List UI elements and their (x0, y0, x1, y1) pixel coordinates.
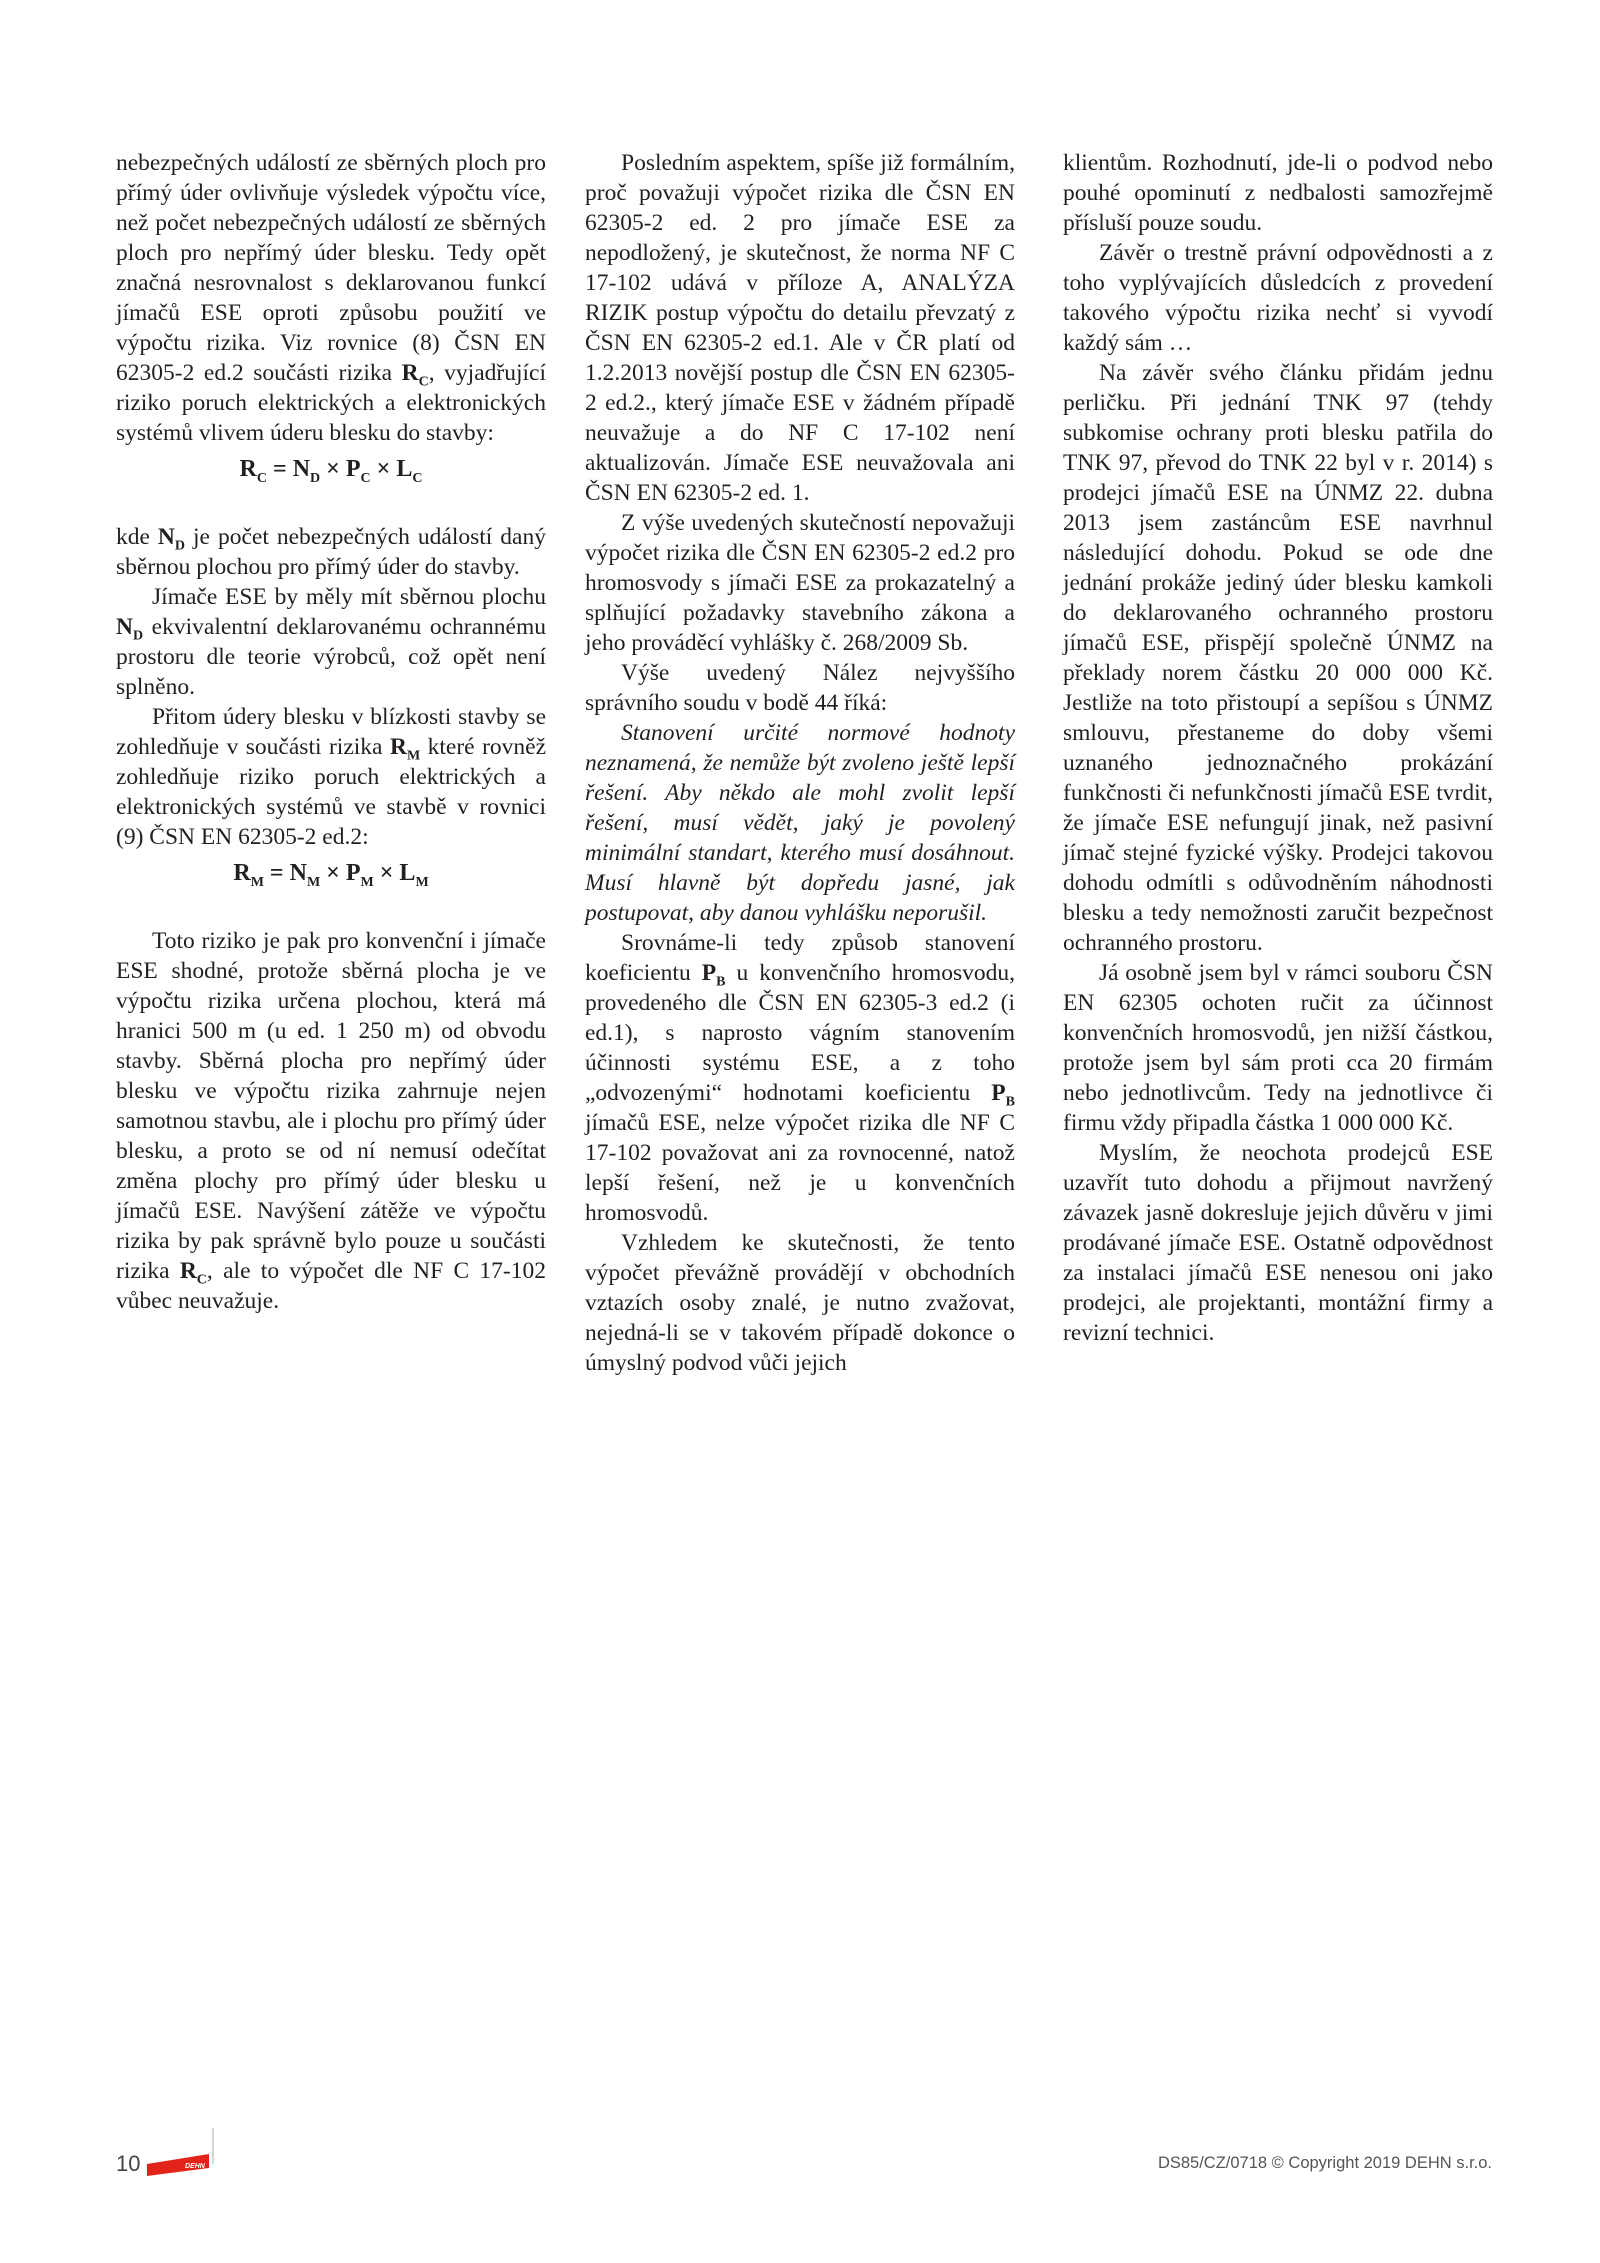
paragraph: nebezpečných událostí ze sběrných ploch pro přímý úder ovlivňuje výsledek výpočtu více, než počet nebezpečných událostí ze sběrných ploch pro nepřímý úder blesku. Tedy opět značná nesrovnalost s deklarovanou funkcí jímačů ESE oproti způsobu použití ve výpočtu rizika. Viz rovnice (8) ČSN EN 62305-2 ed.2 součásti rizika $R_C$, vyjadřující riziko poruch elektrických a elektronických systémů vlivem úderu blesku do stavby: (116, 150, 546, 446)
paragraph: Přitom údery blesku v blízkosti stavby se zohledňuje v součásti rizika $R_M$ které rovněž zohledňuje riziko poruch elektrických a elektronických systémů ve stavbě v rovnici (9) ČSN EN 62305-2 ed.2: (116, 704, 547, 850)
copyright-notice: DS85/CZ/0718 © Copyright 2019 DEHN s.r.o. (1157, 2154, 1492, 2172)
paragraph: Výše uvedený Nález nejvyššího správního soudu v bodě 44 říká: (585, 660, 1015, 716)
text-column-2 (585, 148, 1015, 1378)
paragraph: kde $N_D$ je počet nebezpečných událostí daný sběrnou plochou pro přímý úder do stavby. (116, 524, 546, 580)
page-number: 10 (116, 2151, 141, 2176)
dehn-logo-icon (147, 2150, 209, 2176)
paragraph: Vzhledem ke skutečnosti, že tento výpočet převážně provádějí v obchodních vztazích osoby znalé, je nutno zvažovat, nejedná-li se v takovém případě dokonce o úmyslný podvod vůči jejich (585, 1230, 1015, 1376)
text-column-1 (116, 148, 546, 1316)
paragraph: Toto riziko je pak pro konvenční i jímače ESE shodné, protože sběrná plocha je ve výpočtu rizika určena plochou, která má hranici 500 m (u ed. 1 250 m) od obvodu stavby. Sběrná plocha pro nepřímý úder blesku ve výpočtu rizika zahrnuje nejen samotnou stavbu, ale i plochu pro přímý úder blesku, a proto se od ní nemusí odečítat změna plochy pro přímý úder blesku u jímačů ESE. Navýšení zátěže ve výpočtu rizika by pak správně bylo pouze u součásti rizika $R_C$, ale to výpočet dle NF C 17-102 vůbec neuvažuje. (116, 928, 547, 1314)
paragraph: Já osobně jsem byl v rámci souboru ČSN EN 62305 ochoten ručit za účinnost konvenčních hromosvodů, jen nižší částkou, protože jsem byl sám proti cca 20 firmám nebo jednotlivcům. Tedy na jednotlivce či firmu vždy připadla částka 1 000 000 Kč. (1063, 960, 1493, 1136)
paragraph: Myslím, že neochota prodejců ESE uzavřít tuto dohodu a přijmout navržený závazek jasně dokresluje jejich důvěru v jimi prodávané jímače ESE. Ostatně odpovědnost za instalaci jímačů ESE nenesou oni jako prodejci, ale projektanti, montážní firmy a revizní technici. (1063, 1140, 1493, 1346)
paragraph: Na závěr svého článku přidám jednu perličku. Při jednání TNK 97 (tehdy subkomise ochrany proti blesku patřila do TNK 97, převod do TNK 22 byl v r. 2014) s prodejci jímačů ESE na ÚNMZ 22. dubna 2013 jsem zastáncům ESE navrhnul následující dohodu. Pokud se ode dne jednání prokáže jediný úder blesku kamkoli do deklarovaného ochranného prostoru jímačů ESE, přispějí společně ÚNMZ na překlady norem částku 20 000 000 Kč. Jestliže na toto přistoupí a sepíšou s ÚNMZ smlouvu, přestaneme do doby všemi uznaného jednoznačného prokázání funkčnosti či nefunkčnosti jímačů ESE tvrdit, že jímače ESE nefungují jinak, než pasivní jímač stejné fyzické výšky. Prodejci takovou dohodu odmítli s odůvodněním náhodnosti blesku a tedy nemožnosti zaručit bezpečnost ochranného prostoru. (1063, 360, 1493, 956)
formula-rc: $R_C = N_D \times P_C \times L_C$ (239, 456, 423, 486)
paragraph: Jímače ESE by měly mít sběrnou plochu $N_D$ ekvivalentní deklarovanému ochrannému prostoru dle teorie výrobců, což opět není splněno. (116, 584, 546, 700)
paragraph: Posledním aspektem, spíše již formálním, proč považuji výpočet rizika dle ČSN EN 62305-2 ed. 2 pro jímače ESE za nepodložený, je skutečnost, že norma NF C 17-102 udává v příloze A, ANALÝZA RIZIK postup výpočtu do detailu převzatý z ČSN EN 62305-2 ed.1. Ale v ČR platí od 1.2.2013 novější postup dle ČSN EN 62305-2 ed.2., který jímače ESE v žádném případě neuvažuje a do NF C 17-102 není aktualizován. Jímače ESE neuvažovala ani ČSN EN 62305-2 ed. 1. (585, 150, 1015, 506)
court-quote: Stanovení určité normové hodnoty neznamená, že nemůže být zvoleno ještě lepší řešení. Aby někdo ale mohl zvolit lepší řešení, musí vědět, jaký je povolený minimální standart, kterého musí dosáhnout. Musí hlavně být dopředu jasné, jak postupovat, aby danou vyhlášku neporušil. (585, 720, 1015, 926)
paragraph: klientům. Rozhodnutí, jde-li o podvod nebo pouhé opominutí z nedbalosti samozřejmě přísluší pouze soudu. (1063, 150, 1493, 236)
svg-text:DEHN: DEHN (185, 2163, 205, 2170)
paragraph: Z výše uvedených skutečností nepovažuji výpočet rizika dle ČSN EN 62305-2 ed.2 pro hromosvody s jímači ESE za prokazatelný a splňující požadavky stavebního zákona a jeho prováděcí vyhlášky č. 268/2009 Sb. (585, 510, 1015, 656)
paragraph: Závěr o trestně právní odpovědnosti a z toho vyplývajících důsledcích z provedení takového výpočtu rizika nechť si vyvodí každý sám … (1063, 240, 1493, 356)
footer-divider (212, 2128, 214, 2164)
paragraph: Srovnáme-li tedy způsob stanovení koeficientu $P_B$ u konvenčního hromosvodu, provedeného dle ČSN EN 62305-3 ed.2 (i ed.1), s naprosto vágním stanovením účinnosti systému ESE, a z toho „odvozenými“ hodnotami koeficientu $P_B$ jímačů ESE, nelze výpočet rizika dle NF C 17-102 považovat ani za rovnocenné, natož lepší řešení, než je u konvenčních hromosvodů. (585, 930, 1015, 1226)
formula-rm: $R_M = N_M \times P_M \times L_M$ (233, 860, 429, 890)
text-column-3 (1063, 148, 1493, 1348)
